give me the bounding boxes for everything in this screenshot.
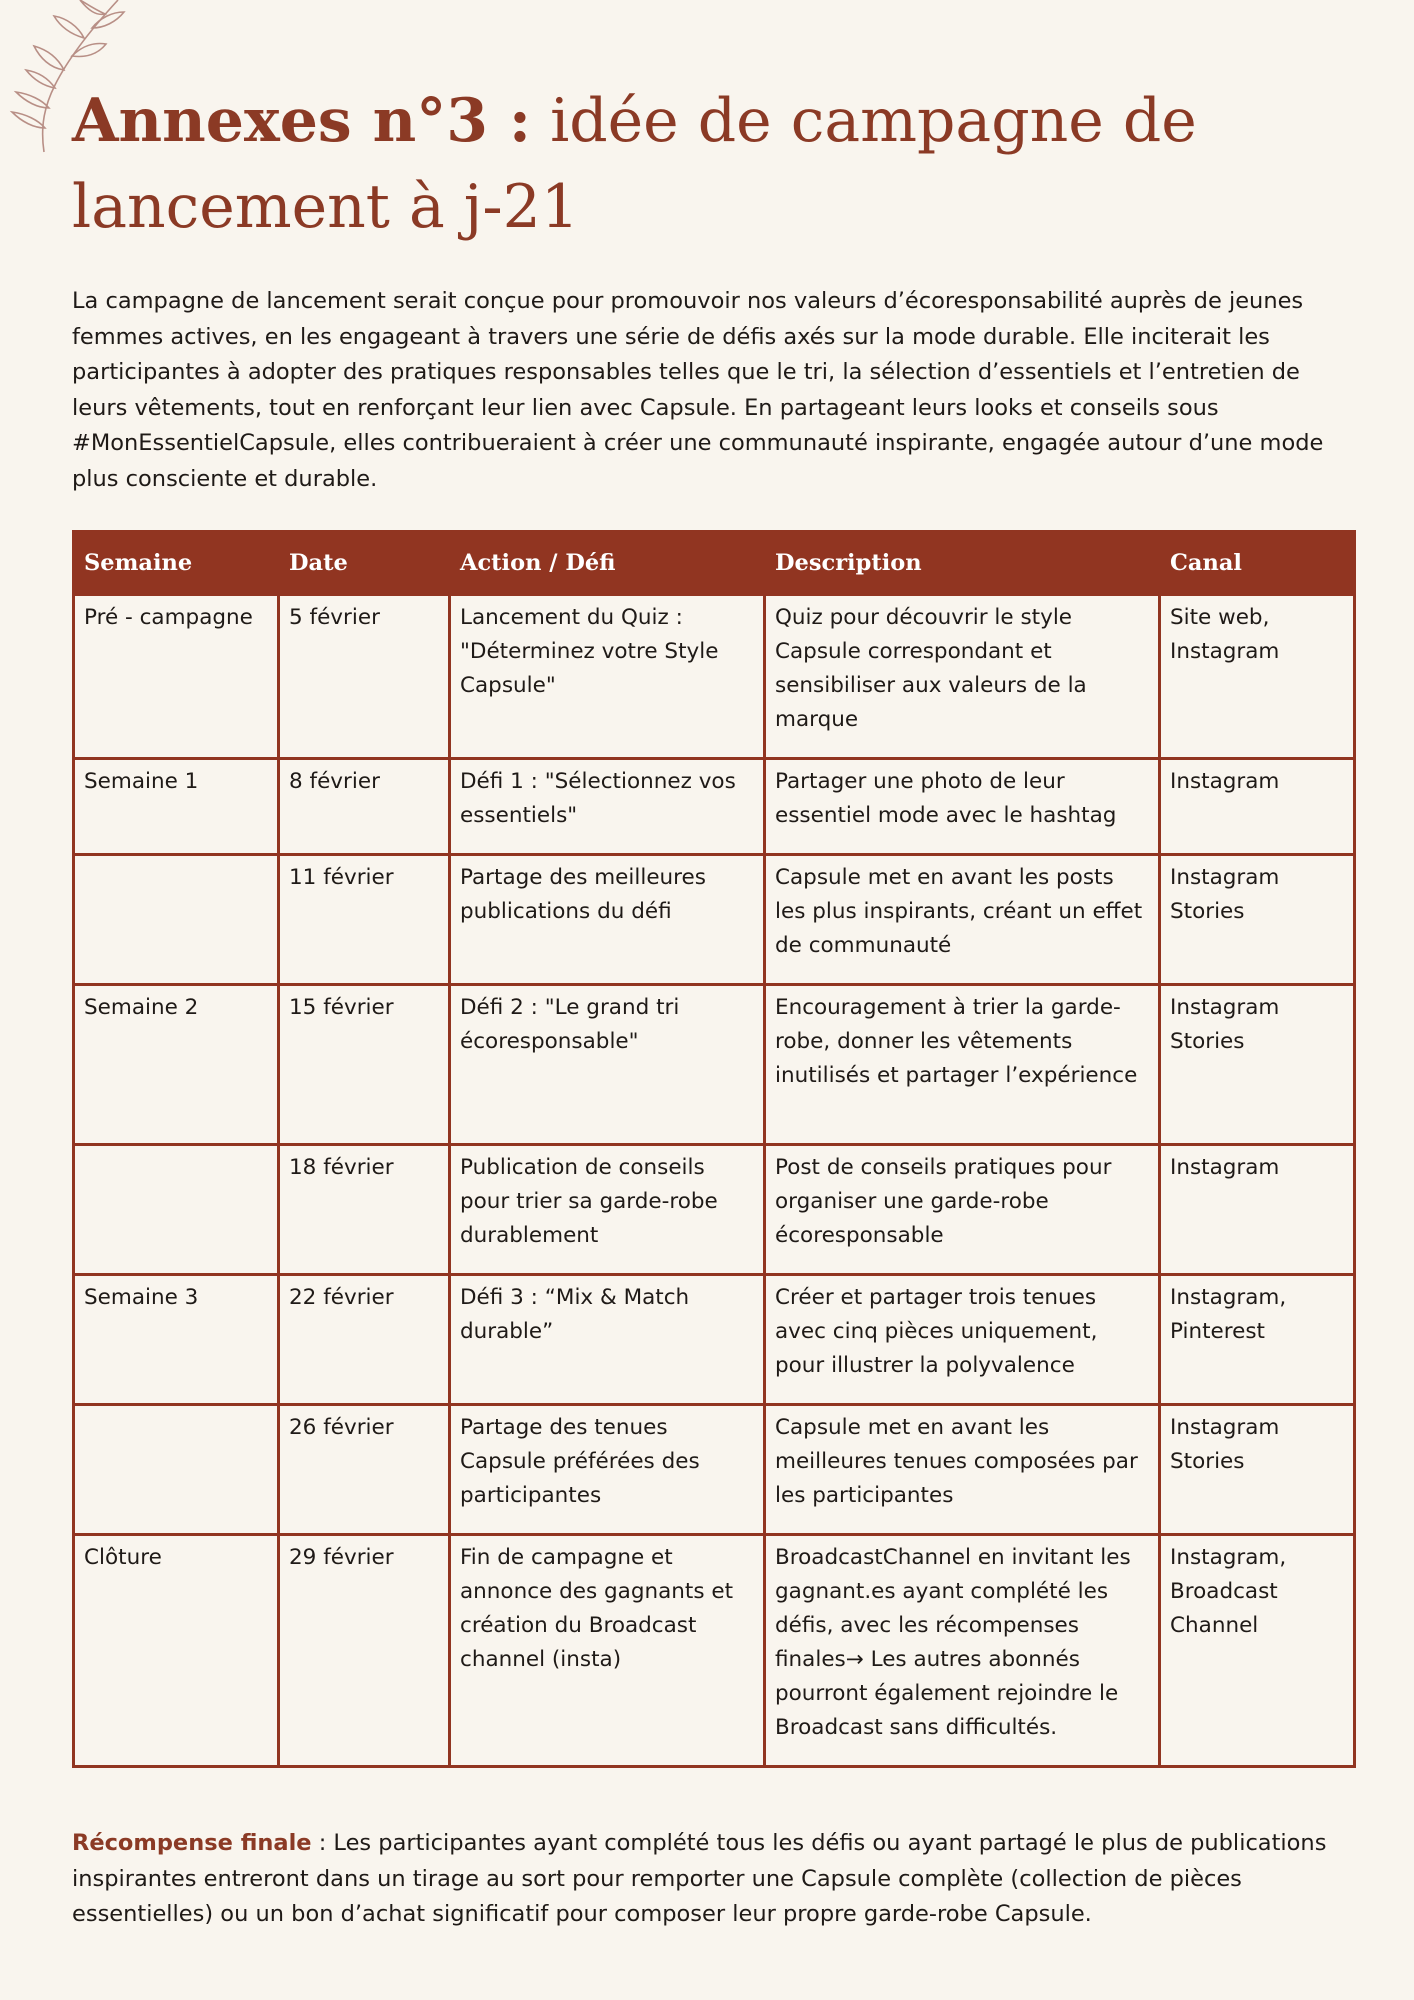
cell-action: Publication de conseils pour trier sa garde-robe durablement bbox=[450, 1145, 765, 1275]
cell-date: 26 février bbox=[279, 1405, 450, 1535]
header-date: Date bbox=[279, 532, 450, 595]
cell-date: 5 février bbox=[279, 595, 450, 759]
cell-action: Défi 3 : “Mix & Match durable” bbox=[450, 1275, 765, 1405]
cell-semaine: Semaine 1 bbox=[74, 759, 279, 855]
table-row bbox=[74, 1275, 1355, 1405]
cell-date: 8 février bbox=[279, 759, 450, 855]
table-row bbox=[74, 595, 1355, 759]
cell-semaine bbox=[74, 855, 279, 985]
cell-description: Encouragement à trier la garde-robe, donner les vêtements inutilisés et partager l’expérience bbox=[765, 985, 1160, 1145]
final-reward-label: Récompense finale bbox=[72, 1830, 312, 1856]
cell-action: Partage des meilleures publications du défi bbox=[450, 855, 765, 985]
cell-action: Défi 2 : "Le grand tri écoresponsable" bbox=[450, 985, 765, 1145]
cell-action: Fin de campagne et annonce des gagnants et création du Broadcast channel (insta) bbox=[450, 1535, 765, 1767]
cell-canal: Instagram bbox=[1160, 1145, 1355, 1275]
cell-date: 11 février bbox=[279, 855, 450, 985]
table-row bbox=[74, 855, 1355, 985]
cell-date: 29 février bbox=[279, 1535, 450, 1767]
table-row bbox=[74, 1145, 1355, 1275]
table-row bbox=[74, 1535, 1355, 1767]
cell-semaine bbox=[74, 1145, 279, 1275]
page-title bbox=[72, 78, 1352, 250]
cell-description: Créer et partager trois tenues avec cinq pièces uniquement, pour illustrer la polyvalence bbox=[765, 1275, 1160, 1405]
cell-canal: Instagram bbox=[1160, 759, 1355, 855]
cell-description: Capsule met en avant les posts les plus inspirants, créant un effet de communauté bbox=[765, 855, 1160, 985]
cell-semaine: Clôture bbox=[74, 1535, 279, 1767]
page-title-bold: Annexes n°3 : bbox=[72, 86, 531, 156]
cell-canal: Instagram, Broadcast Channel bbox=[1160, 1535, 1355, 1767]
cell-description: BroadcastChannel en invitant les gagnant.es ayant complété les défis, avec les récompenses finales→ Les autres abonnés pourront également rejoindre le Broadcast sans difficultés. bbox=[765, 1535, 1160, 1767]
cell-canal: Site web, Instagram bbox=[1160, 595, 1355, 759]
cell-action: Défi 1 : "Sélectionnez vos essentiels" bbox=[450, 759, 765, 855]
cell-description: Post de conseils pratiques pour organiser une garde-robe écoresponsable bbox=[765, 1145, 1160, 1275]
cell-semaine bbox=[74, 1405, 279, 1535]
cell-action: Partage des tenues Capsule préférées des participantes bbox=[450, 1405, 765, 1535]
final-reward-paragraph bbox=[72, 1826, 1352, 1933]
cell-action: Lancement du Quiz : "Déterminez votre Style Capsule" bbox=[450, 595, 765, 759]
cell-description: Capsule met en avant les meilleures tenues composées par les participantes bbox=[765, 1405, 1160, 1535]
cell-date: 15 février bbox=[279, 985, 450, 1145]
intro-paragraph: La campagne de lancement serait conçue pour promouvoir nos valeurs d’écoresponsabilité auprès de jeunes femmes actives, en les engageant à travers une série de défis axés sur la mode durable. Elle inciterait les participantes à adopter des pratiques responsables telles que le tri, la sélection d’essentiels et l’entretien de leurs vêtements, tout en renforçant leur lien avec Capsule. En partageant leurs looks et conseils sous #MonEssentielCapsule, elles contribueraient à créer une communauté inspirante, engagée autour d’une mode plus consciente et durable. bbox=[72, 288, 1324, 492]
table-row bbox=[74, 1405, 1355, 1535]
header-canal: Canal bbox=[1160, 532, 1355, 595]
cell-date: 22 février bbox=[279, 1275, 450, 1405]
table-row bbox=[74, 759, 1355, 855]
cell-date: 18 février bbox=[279, 1145, 450, 1275]
header-description: Description bbox=[765, 532, 1160, 595]
cell-canal: Instagram Stories bbox=[1160, 1405, 1355, 1535]
header-action: Action / Défi bbox=[450, 532, 765, 595]
table-row bbox=[74, 985, 1355, 1145]
cell-canal: Instagram Stories bbox=[1160, 855, 1355, 985]
cell-semaine: Pré - campagne bbox=[74, 595, 279, 759]
cell-semaine: Semaine 3 bbox=[74, 1275, 279, 1405]
final-reward-text: : Les participantes ayant complété tous les défis ou ayant partagé le plus de publications inspirantes entreront dans un tirage au sort pour remporter une Capsule complète (collection de pièces essentielles) ou un bon d’achat significatif pour composer leur propre garde-robe Capsule. bbox=[72, 1830, 1327, 1927]
cell-canal: Instagram, Pinterest bbox=[1160, 1275, 1355, 1405]
header-semaine: Semaine bbox=[74, 532, 279, 595]
page-title-rest: idée de campagne de lancement à j-21 bbox=[72, 86, 1197, 242]
cell-description: Partager une photo de leur essentiel mode avec le hashtag bbox=[765, 759, 1160, 855]
cell-canal: Instagram Stories bbox=[1160, 985, 1355, 1145]
cell-semaine: Semaine 2 bbox=[74, 985, 279, 1145]
cell-description: Quiz pour découvrir le style Capsule correspondant et sensibiliser aux valeurs de la marque bbox=[765, 595, 1160, 759]
campaign-table bbox=[72, 530, 1356, 1768]
table-header-row bbox=[74, 532, 1355, 595]
